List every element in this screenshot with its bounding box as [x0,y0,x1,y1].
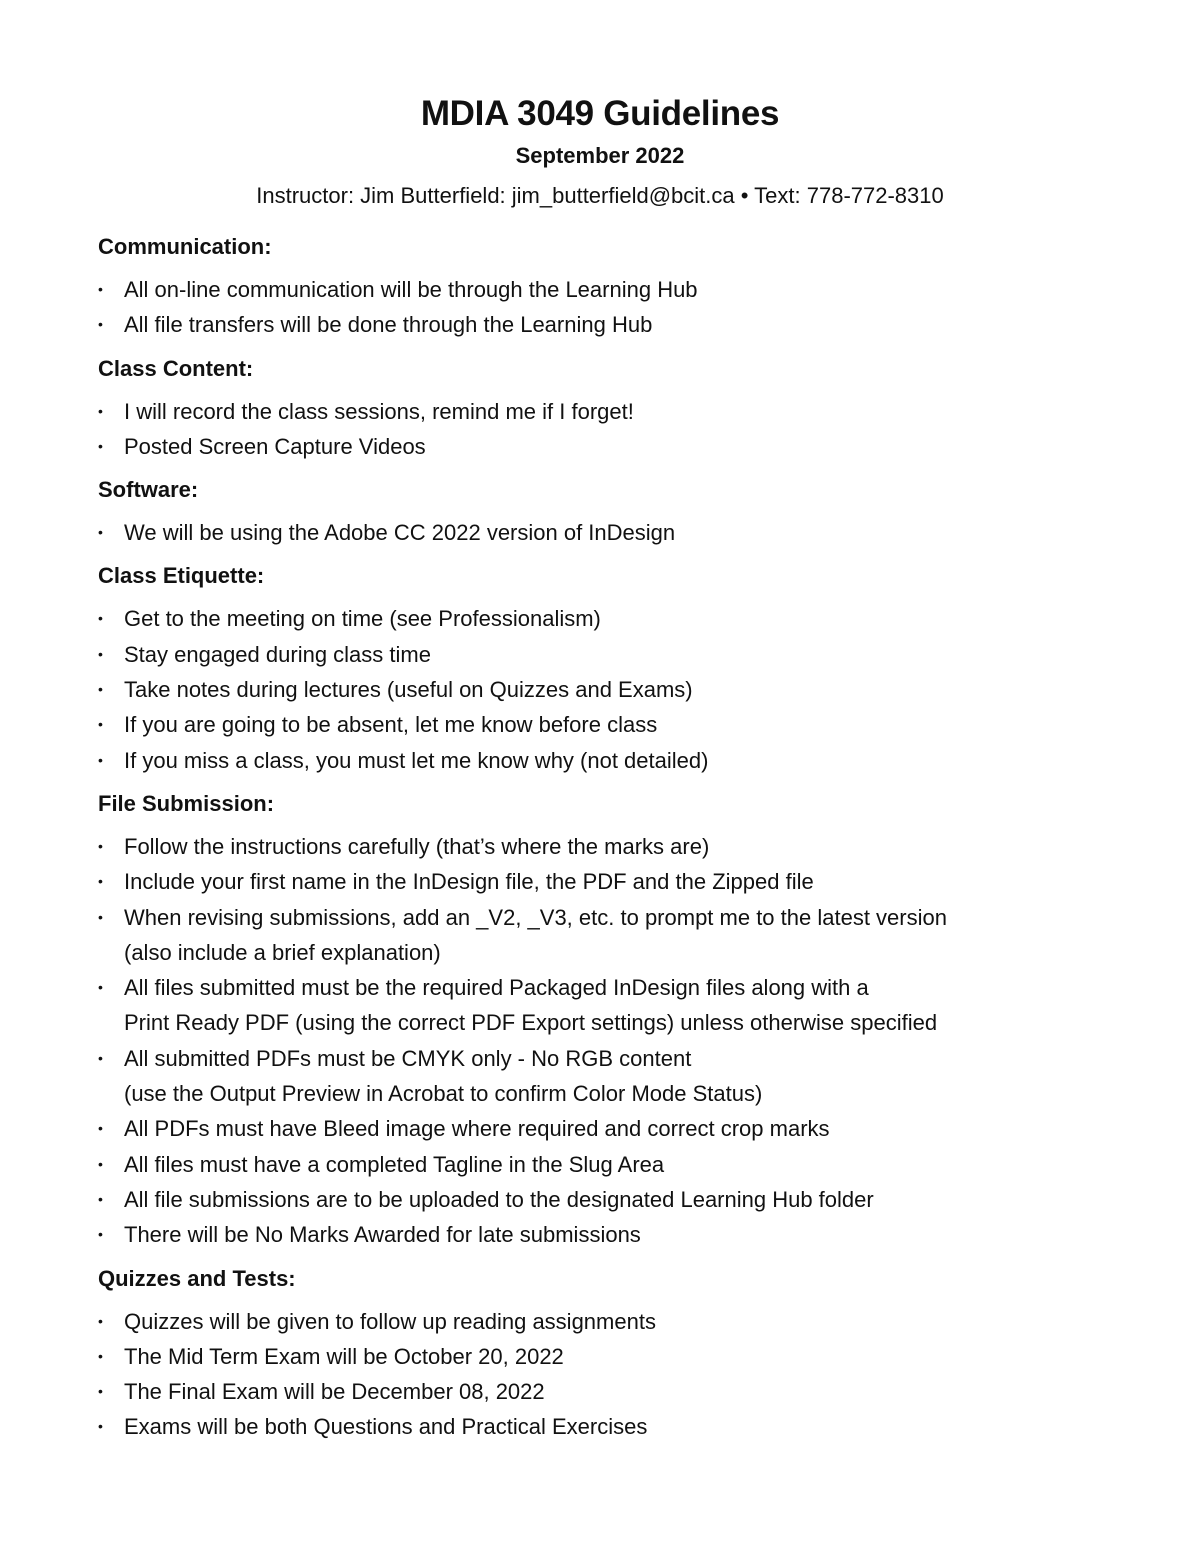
list-item [98,1182,1098,1217]
list-item-text: Get to the meeting on time (see Professionalism) [124,606,601,632]
list-item-text: Quizzes will be given to follow up reading assignments [124,1308,656,1334]
list-item-text: If you miss a class, you must let me know why (not detailed) [124,747,709,773]
list-item [98,1304,1098,1339]
bullet-icon: • [98,908,103,925]
bullet-icon: • [98,402,103,419]
section-heading: Class Etiquette: [98,563,265,589]
section-heading: Class Content: [98,355,254,381]
list-item [98,307,1098,342]
list-item [98,601,1098,636]
list-item-text: Include your first name in the InDesign file, the PDF and the Zipped file [124,869,814,895]
bullet-list [98,272,1098,343]
list-item [98,829,1098,864]
section [98,230,1098,343]
bullet-icon: • [98,979,103,996]
bullet-icon: • [98,751,103,768]
list-item [98,637,1098,672]
bullet-icon: • [98,316,103,333]
list-item-text: All PDFs must have Bleed image where required and correct crop marks [124,1116,830,1142]
document-date: September 2022 [515,143,685,168]
list-item-text: (use the Output Preview in Acrobat to confirm Color Mode Status) [124,1081,763,1107]
list-item-text: All file submissions are to be uploaded to the designated Learning Hub folder [124,1186,874,1212]
list-item [98,707,1098,742]
list-item [98,672,1098,707]
list-item-text: All file transfers will be done through the Learning Hub [124,312,653,338]
list-item-text: Posted Screen Capture Videos [124,433,426,459]
page-title: MDIA 3049 Guidelines [420,94,780,133]
section [98,787,1098,1253]
list-item-text: All files submitted must be the required Packaged InDesign files along with a [124,975,869,1001]
bullet-icon: • [98,281,103,297]
list-item [98,900,1098,971]
list-item-text: The Final Exam will be December 08, 2022 [124,1379,545,1405]
section-heading: Quizzes and Tests: [98,1265,296,1291]
section [98,559,1098,777]
section-heading: File Submission: [98,790,275,816]
list-item-text: There will be No Marks Awarded for late submissions [124,1222,641,1248]
list-item-text: Take notes during lectures (useful on Quizzes and Exams) [124,677,693,703]
bullet-icon: • [98,1190,103,1207]
section [98,352,1098,465]
list-item [98,1409,1098,1444]
list-item [98,1147,1098,1182]
bullet-list [98,394,1098,465]
bullet-icon: • [98,1155,103,1172]
bullet-list [98,1304,1098,1445]
list-item [98,394,1098,429]
list-item-text: All files must have a completed Tagline in the Slug Area [124,1151,665,1177]
list-item-text: All on-line communication will be through the Learning Hub [124,277,698,302]
guidelines-body [98,230,1098,1454]
list-item-text: If you are going to be absent, let me know before class [124,712,658,738]
bullet-icon: • [98,524,103,541]
list-item-text: Print Ready PDF (using the correct PDF Export settings) unless otherwise specified [124,1010,938,1036]
list-item [98,970,1098,1041]
section [98,1262,1098,1445]
list-item-text: (also include a brief explanation) [124,939,441,965]
bullet-icon: • [98,837,103,854]
list-item [98,864,1098,899]
bullet-icon: • [98,1312,103,1329]
bullet-list [98,601,1098,777]
list-item-text: Follow the instructions carefully (that’s where the marks are) [124,833,710,859]
instructor-info: Instructor: Jim Butterfield: jim_butterfield@bcit.ca • Text: 778-772-8310 [256,183,944,208]
list-item [98,743,1098,778]
list-item [98,1374,1098,1409]
bullet-icon: • [98,1383,103,1400]
bullet-icon: • [98,1120,103,1137]
list-item [98,1111,1098,1146]
section-heading: Software: [98,477,199,503]
list-item [98,1339,1098,1374]
bullet-icon: • [98,1418,103,1435]
bullet-icon: • [98,610,103,627]
list-item-text: We will be using the Adobe CC 2022 version of InDesign [124,520,676,546]
list-item [98,272,1098,307]
list-item [98,1041,1098,1112]
list-item-text: The Mid Term Exam will be October 20, 2022 [124,1343,564,1369]
bullet-icon: • [98,1226,103,1243]
list-item-text: I will record the class sessions, remind me if I forget! [124,398,634,424]
bullet-icon: • [98,873,103,890]
bullet-icon: • [98,437,103,454]
list-item-text: Stay engaged during class time [124,641,431,667]
bullet-icon: • [98,1049,103,1066]
bullet-list [98,829,1098,1253]
bullet-icon: • [98,681,103,698]
section-heading: Communication: [98,234,272,259]
bullet-icon: • [98,645,103,662]
list-item-text: Exams will be both Questions and Practical Exercises [124,1414,648,1440]
list-item-text: All submitted PDFs must be CMYK only - No RGB content [124,1045,692,1071]
section [98,473,1098,550]
list-item-text: When revising submissions, add an _V2, _V3, etc. to prompt me to the latest version [124,904,947,930]
list-item [98,429,1098,464]
bullet-icon: • [98,716,103,733]
bullet-list [98,515,1098,550]
list-item [98,1217,1098,1252]
bullet-icon: • [98,1347,103,1364]
list-item [98,515,1098,550]
